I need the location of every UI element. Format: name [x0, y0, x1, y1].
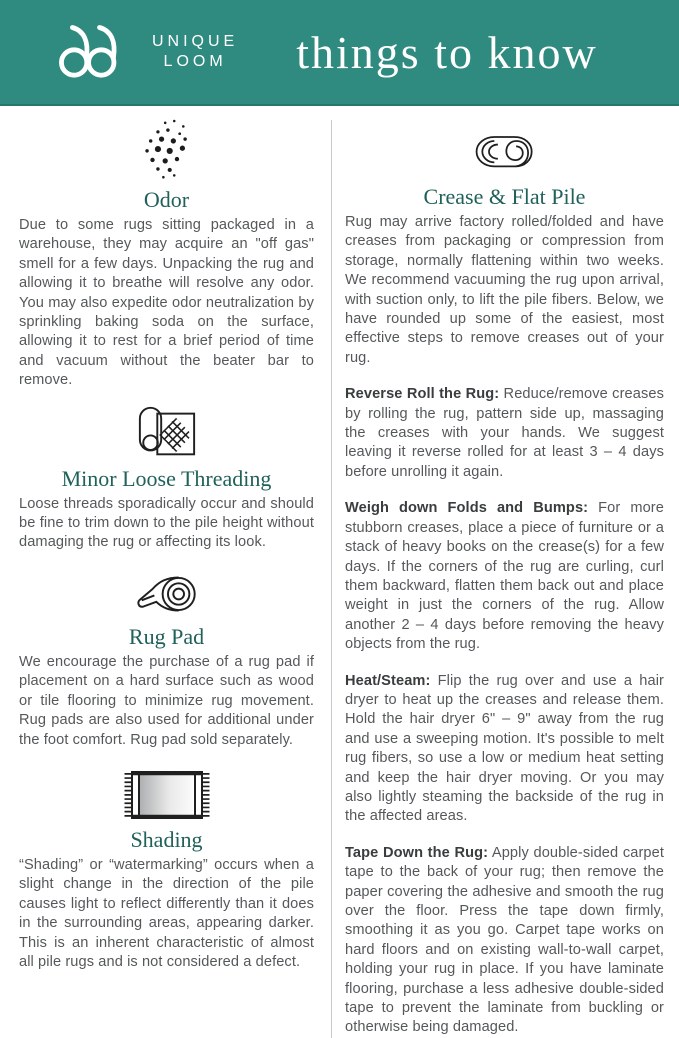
right-column	[332, 106, 679, 1038]
tip-label: Heat/Steam:	[345, 672, 431, 689]
section-heading: Shading	[130, 826, 203, 852]
section-rug-pad	[19, 568, 314, 750]
section-heading: Rug Pad	[128, 623, 205, 649]
section-body: Loose threads sporadically occur and should be fine to trim down to the pile height without damaging the rug or affecting its look.	[19, 495, 314, 551]
header	[0, 0, 679, 106]
rug-pad-roll-icon	[132, 570, 202, 618]
section-body: Due to some rugs sitting packaged in a warehouse, they may acquire an "off gas" smell for a few days. Unpacking the rug and allowing it to breathe will resolve any odor. You may also expedite odor neutralization by sprinkling baking soda on the surface, allowing it to rest for a brief period of time and vacuum without the beater bar to remove.	[19, 217, 314, 389]
section-crease-flat-pile	[345, 131, 664, 368]
section-minor-loose-threading	[19, 404, 314, 553]
tip-label: Weigh down Folds and Bumps:	[345, 500, 589, 517]
tip-text: Apply double-sided carpet tape to the back of your rug; then remove the paper covering the adhesive and smooth the rug over the floor. Press the tape down firmly, smoothing it as you go. Carpet tape works on hard floors and on existing wall-to-wall carpet, holding your rug in place. If you have laminate flooring, purchase a less adhesive double-sided tape to prevent the laminate from buckling or otherwise being damaged.	[345, 844, 664, 1036]
rug-roll-crosshatch-icon	[136, 405, 198, 461]
tip-tape-down	[345, 844, 664, 1038]
rolled-rug-icon	[473, 133, 537, 173]
shaded-rug-icon	[123, 767, 211, 823]
left-column	[0, 106, 331, 1038]
section-heading: Minor Loose Threading	[61, 465, 272, 491]
tip-reverse-roll	[345, 385, 664, 482]
section-body: We encourage the purchase of a rug pad if placement on a hard surface such as wood or tile flooring to minimize rug movement. Rug pads are also used for additional under the foot comfort. Rug pad sold separately.	[19, 653, 314, 748]
unique-loom-logo-icon	[54, 20, 138, 84]
tip-weigh-down	[345, 499, 664, 654]
section-shading	[19, 767, 314, 972]
brand-name	[152, 32, 238, 72]
tip-text: Reduce/remove creases by rolling the rug, pattern side up, massaging the creases with your hands. We suggest leaving it reverse rolled for at least 3 – 4 days before unrolling it again.	[345, 386, 664, 480]
page-title: things to know	[296, 26, 598, 78]
section-body: Rug may arrive factory rolled/folded and have creases from packaging or compression from storage, normally flattening within two weeks. We recommend vacuuming the rug upon arrival, with suction only, to lift the pile fibers. Below, we have rounded up some of the easiest, most effective steps to remove creases out of your rug.	[345, 214, 664, 366]
section-heading: Odor	[143, 187, 190, 212]
brand-name-line1: UNIQUE	[152, 33, 239, 50]
odor-dots-icon	[138, 117, 196, 183]
brand	[54, 20, 238, 84]
tip-text: For more stubborn creases, place a piece of furniture or a stack of heavy books on the crease(s) for a few days. If the corners of the rug are curling, curl them backward, flatten them back out and place weight in just the corners of the rug. Allow another 2 – 4 days before removing the heavy objects from the rug.	[345, 500, 664, 653]
tip-label: Reverse Roll the Rug:	[345, 386, 500, 403]
tip-heat-steam	[345, 672, 664, 827]
content	[0, 106, 679, 1038]
brand-name-line2: LOOM	[163, 53, 227, 70]
section-odor	[19, 117, 314, 391]
section-heading: Crease & Flat Pile	[423, 184, 586, 209]
tip-label: Tape Down the Rug:	[345, 844, 489, 861]
section-body: “Shading” or “watermarking” occurs when a slight change in the direction of the pile causes light to reflect differently than it does in the surrounding areas, appearing darker. This is an inherent characteristic of almost all pile rugs and is not considered a defect.	[19, 856, 314, 970]
tip-text: Flip the rug over and use a hair dryer to heat up the creases and release them. Hold the hair dryer 6" – 9" away from the rug and use a sweeping motion. It's possible to melt rug fibers, so use a low or medium heat setting and keep the hair dryer moving. Or you may also lightly steaming the backside of the rug in the affected areas.	[345, 672, 664, 825]
